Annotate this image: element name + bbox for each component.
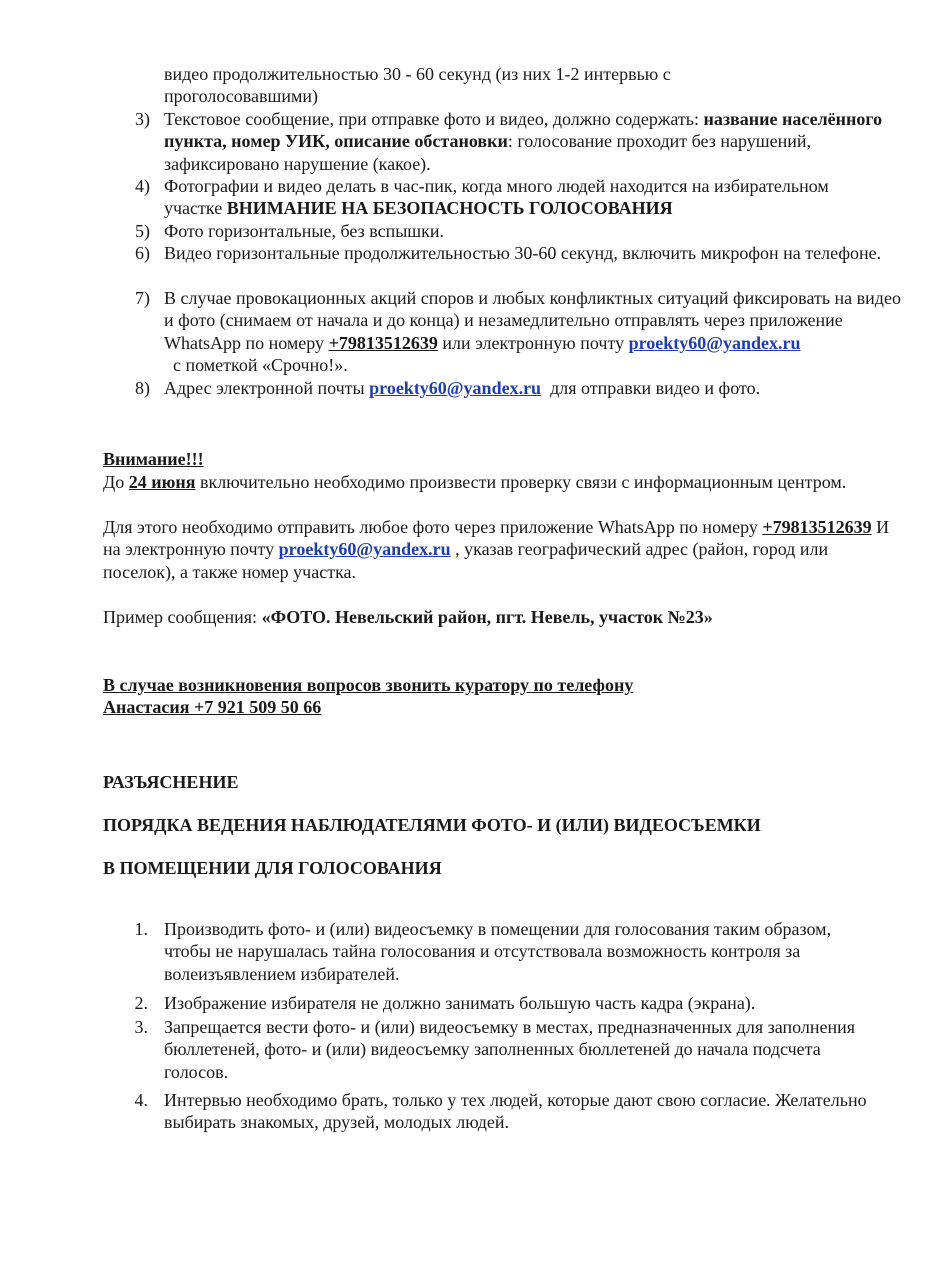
list-item-bold-text: название населённого пункта, номер УИК, описание обстановки <box>164 109 883 152</box>
list-item-bold-text: ВНИМАНИЕ НА БЕЗОПАСНОСТЬ ГОЛОСОВАНИЯ <box>226 198 673 219</box>
example-value: «ФОТО. Невельский район, пгт. Невель, участок №23» <box>261 607 713 627</box>
contact-line-1: В случае возникновения вопросов звонить куратору по телефону <box>103 675 634 695</box>
list-item-8 <box>164 377 904 399</box>
list-item-text: или электронную почту <box>437 332 629 353</box>
example-message <box>103 606 903 628</box>
clarification-item-3: Запрещается вести фото- и (или) видеосъемку в местах, предназначенных для заполнения бюллетеней, фото- и (или) видеосъемку заполненных бюллетеней до начала подсчета голосов. <box>164 1017 856 1082</box>
list-item-text: В случае провокационных акций споров и любых конфликтных ситуаций фиксировать на видео и фото (снимаем от начала и до конца) и незамедлительно отправлять через приложение WhatsApp по номеру <box>164 288 901 353</box>
list-item-7 <box>164 287 904 377</box>
attention-title: Внимание!!! <box>103 449 204 469</box>
paragraph-text: , указав географический адрес (район, город или поселок), а также номер участка. <box>103 539 829 582</box>
list-item-continuation: видео продолжительностью 30 - 60 секунд (из них 1-2 интервью с проголосовавшими) <box>164 64 671 107</box>
list-item-number: 3. <box>134 1017 148 1037</box>
list-item-number: 6) <box>135 243 150 263</box>
list-item-number: 1. <box>134 919 148 939</box>
paragraph-text: включительно необходимо произвести проверку связи с информационным центром. <box>195 472 847 492</box>
list-item-text: для отправки видео и фото. <box>541 378 761 398</box>
list-item-number: 2. <box>134 993 148 1013</box>
paragraph-text: И на электронную почту <box>103 517 894 560</box>
clarification-heading-3: В ПОМЕЩЕНИИ ДЛЯ ГОЛОСОВАНИЯ <box>103 858 442 878</box>
list-item-text: Фотографии и видео делать в час-пик, когда много людей находится на избирательном участке <box>164 176 829 219</box>
email-link[interactable]: proekty60@yandex.ru <box>369 378 542 398</box>
list-item-text: : голосование проходит без нарушений, зафиксировано нарушение (какое). <box>164 131 811 174</box>
clarification-item-2: Изображение избирателя не должно занимать большую часть кадра (экрана). <box>164 993 756 1013</box>
paragraph-text: До <box>103 472 129 492</box>
list-item-number: 4. <box>134 1090 148 1110</box>
attention-paragraph-1 <box>103 471 878 493</box>
paragraph-text: Для этого необходимо отправить любое фото через приложение WhatsApp по номеру <box>103 517 763 537</box>
list-item-text: с пометкой «Срочно!». <box>164 355 348 376</box>
deadline-date: 24 июня <box>128 472 196 492</box>
list-item-text: Текстовое сообщение, при отправке фото и видео, должно содержать: <box>164 109 704 129</box>
list-item-6: Видео горизонтальные продолжительностью 30-60 секунд, включить микрофон на телефоне. <box>164 243 882 263</box>
list-item-3 <box>164 108 909 175</box>
clarification-item-4: Интервью необходимо брать, только у тех людей, которые дают свою согласие. Желательно выбирать знакомых, друзей, молодых людей. <box>164 1090 867 1133</box>
clarification-heading-1: РАЗЪЯСНЕНИЕ <box>103 772 239 792</box>
list-item-number: 8) <box>135 378 150 398</box>
list-item-5: Фото горизонтальные, без вспышки. <box>164 221 445 241</box>
list-item-text: Адрес электронной почты <box>164 378 370 398</box>
email-link[interactable]: proekty60@yandex.ru <box>278 539 451 560</box>
list-item-number: 4) <box>135 176 150 196</box>
phone-number: +79813512639 <box>328 332 438 353</box>
attention-paragraph-2 <box>103 516 893 583</box>
email-link[interactable]: proekty60@yandex.ru <box>628 332 801 353</box>
clarification-heading-2: ПОРЯДКА ВЕДЕНИЯ НАБЛЮДАТЕЛЯМИ ФОТО- И (ИЛИ) ВИДЕОСЪЕМКИ <box>103 815 761 835</box>
contact-line-2: Анастасия +7 921 509 50 66 <box>103 697 322 717</box>
list-item-number: 7) <box>135 288 150 308</box>
example-label: Пример сообщения: <box>103 607 262 627</box>
clarification-item-1: Производить фото- и (или) видеосъемку в помещении для голосования таким образом, чтобы не нарушалась тайна голосования и отсутствовала возможность контроля за волеизъявлением избирателей. <box>164 919 832 984</box>
list-item-4 <box>164 175 884 220</box>
list-item-number: 3) <box>135 109 150 129</box>
list-item-number: 5) <box>135 221 150 241</box>
phone-number: +79813512639 <box>762 517 872 537</box>
